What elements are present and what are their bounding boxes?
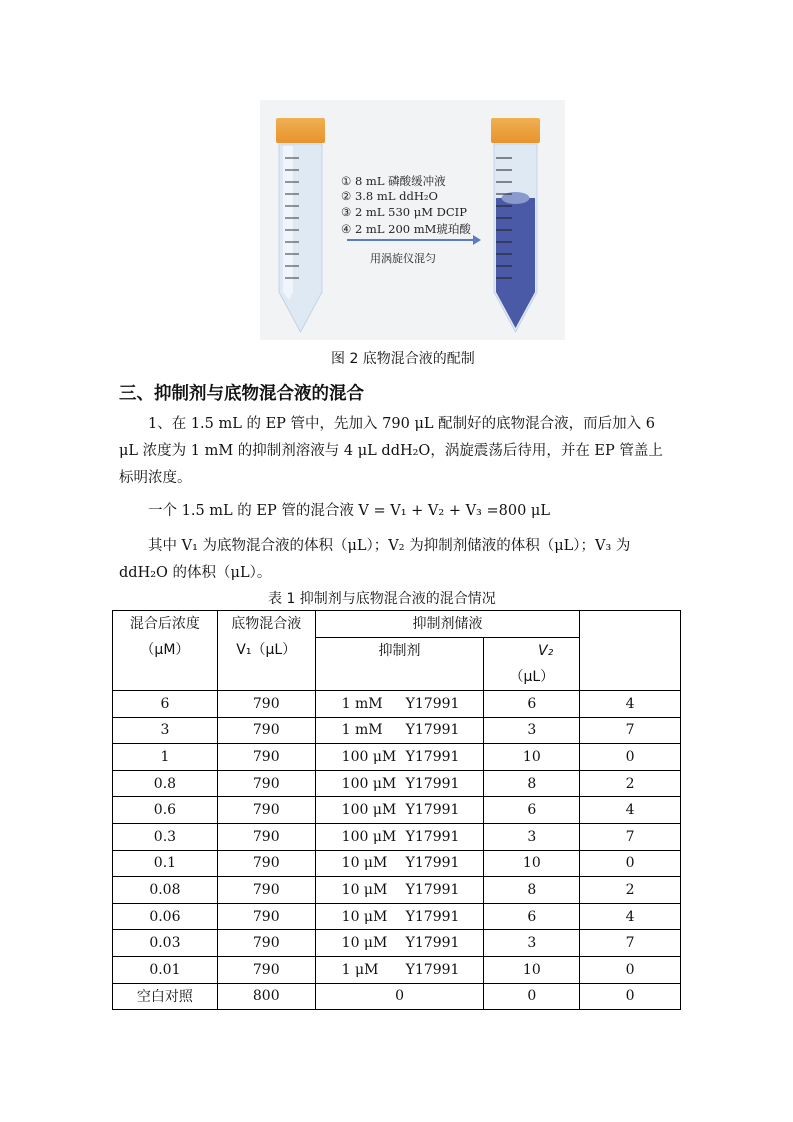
table-row [113, 770, 681, 797]
stock-concentration: 10 μM [341, 935, 388, 952]
cell-inhibitor [315, 850, 484, 877]
cell-concentration: 0.01 [113, 956, 218, 983]
header-v2-label: V₂ [538, 643, 554, 659]
cell-v1: 790 [217, 717, 315, 744]
cell-v1: 790 [217, 797, 315, 824]
cell-v3: 4 [580, 691, 681, 718]
table-row [113, 823, 681, 850]
figure-caption: 图 2 底物混合液的配制 [331, 351, 475, 367]
inhibitor-name: Y17991 [405, 775, 460, 792]
cell-v3: 7 [580, 930, 681, 957]
stock-concentration: 1 mM [341, 695, 383, 712]
table-row [113, 691, 681, 718]
inhibitor-name: Y17991 [405, 908, 460, 925]
cell-concentration: 0.3 [113, 823, 218, 850]
header-inhibitor: 抑制剂 [315, 638, 484, 691]
stock-concentration: 100 μM [341, 775, 397, 792]
cell-inhibitor [315, 744, 484, 771]
cell-v3: 0 [580, 983, 681, 1010]
cell-v1: 790 [217, 744, 315, 771]
legend-item-2: ② 3.8 mL ddH₂O [341, 189, 438, 203]
cell-concentration: 6 [113, 691, 218, 718]
inhibitor-name: Y17991 [405, 722, 460, 739]
cell-v3: 4 [580, 903, 681, 930]
cell-v2: 10 [484, 850, 580, 877]
cell-inhibitor [315, 797, 484, 824]
cell-v2: 6 [484, 797, 580, 824]
inhibitor-name: Y17991 [405, 961, 460, 978]
cell-concentration: 0.1 [113, 850, 218, 877]
cell-inhibitor [315, 903, 484, 930]
cell-concentration: 0.06 [113, 903, 218, 930]
cell-concentration: 0.03 [113, 930, 218, 957]
cell-concentration: 0.08 [113, 877, 218, 904]
cell-v3: 4 [580, 797, 681, 824]
header-concentration: 混合后浓度（μM） [113, 611, 218, 691]
cell-v2: 8 [484, 770, 580, 797]
cell-v2: 3 [484, 930, 580, 957]
table-row [113, 956, 681, 983]
cell-v3: 0 [580, 850, 681, 877]
table-title: 表 1 抑制剂与底物混合液的混合情况 [268, 591, 496, 607]
cell-v3: 2 [580, 770, 681, 797]
inhibitor-name: Y17991 [405, 748, 460, 765]
paragraph-procedure: 1、在 1.5 mL 的 EP 管中，先加入 790 μL 配制好的底物混合液，而后加入 6 μL 浓度为 1 mM 的抑制剂溶液与 4 μL ddH₂O，涡旋震荡后待用，并在 EP 管盖上标明浓度。 [119, 416, 663, 486]
table-row [113, 877, 681, 904]
stock-concentration: 1 mM [341, 722, 383, 739]
stock-concentration: 100 μM [341, 802, 397, 819]
cell-v2: 0 [484, 983, 580, 1010]
cell-v1: 790 [217, 770, 315, 797]
filled-tube-illustration [488, 118, 543, 333]
stock-concentration: 10 μM [341, 881, 388, 898]
table-row [113, 797, 681, 824]
cell-v3: 7 [580, 823, 681, 850]
cell-concentration: 0.6 [113, 797, 218, 824]
header-inhibitor-stock: 抑制剂储液 [315, 611, 580, 638]
cell-inhibitor [315, 930, 484, 957]
cell-v2: 10 [484, 956, 580, 983]
filled-tube-body [488, 142, 543, 334]
inhibitor-name: Y17991 [405, 802, 460, 819]
figure-tube-preparation [260, 100, 565, 340]
cell-v2: 3 [484, 717, 580, 744]
empty-tube-illustration [273, 118, 328, 333]
inhibitor-name: Y17991 [405, 881, 460, 898]
table-row [113, 744, 681, 771]
inhibitor-name: Y17991 [405, 935, 460, 952]
cell-v1: 790 [217, 956, 315, 983]
inhibitor-name: Y17991 [405, 695, 460, 712]
mixing-arrow-icon [347, 239, 477, 241]
cell-v1: 800 [217, 983, 315, 1010]
tube-cap [276, 118, 325, 143]
legend-item-4: ④ 2 mL 200 mM琥珀酸 [341, 222, 471, 236]
legend-item-1: ① 8 mL 磷酸缓冲液 [341, 174, 446, 188]
cell-v1: 790 [217, 903, 315, 930]
stock-concentration: 100 μM [341, 828, 397, 845]
legend-item-3: ③ 2 mL 530 μM DCIP [341, 205, 467, 219]
cell-inhibitor [315, 956, 484, 983]
section-heading: 三、抑制剂与底物混合液的混合 [119, 384, 364, 404]
stock-concentration: 100 μM [341, 748, 397, 765]
cell-concentration: 0.8 [113, 770, 218, 797]
cell-v1: 790 [217, 691, 315, 718]
tube-cap [491, 118, 540, 143]
cell-concentration: 3 [113, 717, 218, 744]
cell-v2: 6 [484, 903, 580, 930]
cell-inhibitor [315, 823, 484, 850]
table-row [113, 850, 681, 877]
cell-v1: 790 [217, 850, 315, 877]
stock-concentration: 1 μM [341, 961, 379, 978]
cell-inhibitor [315, 691, 484, 718]
cell-inhibitor: 0 [315, 983, 484, 1010]
formula-line: 一个 1.5 mL 的 EP 管的混合液 V = V₁ + V₂ + V₃ =800 μL [148, 503, 550, 519]
table-row [113, 930, 681, 957]
cell-v1: 790 [217, 877, 315, 904]
stock-concentration: 10 μM [341, 855, 388, 872]
cell-v2: 10 [484, 744, 580, 771]
cell-v1: 790 [217, 823, 315, 850]
empty-tube-body [273, 142, 328, 334]
arrow-label: 用涡旋仪混匀 [370, 252, 436, 265]
table-row-blank-control [113, 983, 681, 1010]
cell-concentration: 1 [113, 744, 218, 771]
cell-inhibitor [315, 770, 484, 797]
stock-concentration: 10 μM [341, 908, 388, 925]
cell-v2: 8 [484, 877, 580, 904]
header-v3 [580, 611, 681, 691]
paragraph-variable-definitions: 其中 V₁ 为底物混合液的体积（μL）；V₂ 为抑制剂储液的体积（μL）；V₃ 为 ddH₂O 的体积（μL）。 [119, 538, 631, 581]
cell-v1: 790 [217, 930, 315, 957]
header-v2 [484, 638, 580, 691]
cell-v3: 7 [580, 717, 681, 744]
cell-concentration: 空白对照 [113, 983, 218, 1010]
inhibitor-name: Y17991 [405, 855, 460, 872]
cell-v2: 6 [484, 691, 580, 718]
mixing-table [112, 610, 681, 1010]
header-substrate-volume [217, 611, 315, 691]
header-v2-unit: （μL） [509, 669, 555, 685]
cell-inhibitor [315, 717, 484, 744]
cell-v3: 0 [580, 744, 681, 771]
table-row [113, 903, 681, 930]
cell-v3: 2 [580, 877, 681, 904]
cell-inhibitor [315, 877, 484, 904]
inhibitor-name: Y17991 [405, 828, 460, 845]
header-v1-unit: V₁（μL） [236, 642, 297, 658]
cell-v2: 3 [484, 823, 580, 850]
header-substrate-name: 底物混合液 [231, 616, 302, 632]
cell-v3: 0 [580, 956, 681, 983]
table-row [113, 717, 681, 744]
